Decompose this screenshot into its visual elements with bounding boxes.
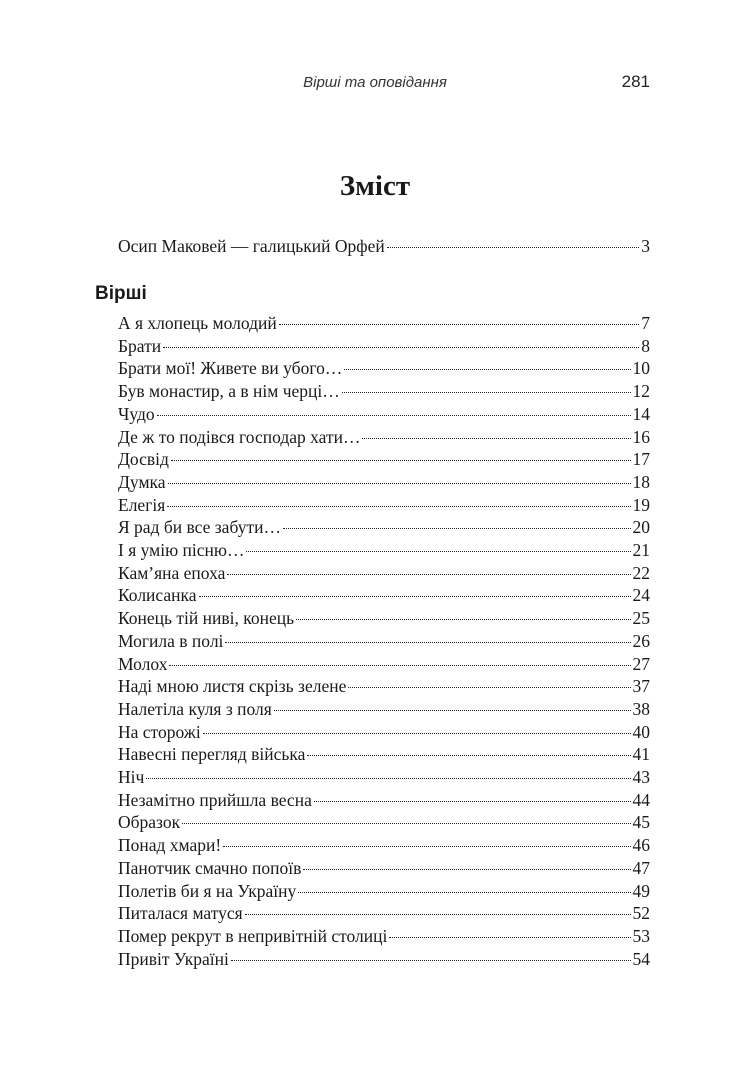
toc-entry[interactable]	[118, 494, 650, 517]
toc-entry-title: Молох	[118, 653, 168, 674]
toc-entry-page: 47	[632, 857, 650, 878]
toc-entry[interactable]	[118, 880, 650, 903]
dot-leader	[163, 347, 639, 348]
toc-entry-title: Навесні перегляд війська	[118, 744, 306, 765]
toc-entry-title: Помер рекрут в непривітній столиці	[118, 925, 388, 946]
toc-entry[interactable]	[118, 721, 650, 744]
toc-entry[interactable]	[118, 653, 650, 676]
toc-entry-title: Чудо	[118, 403, 155, 424]
toc-entry[interactable]	[118, 448, 650, 471]
toc-entry-title: Образок	[118, 812, 181, 833]
toc-entry[interactable]	[118, 857, 650, 880]
dot-leader	[314, 801, 631, 802]
toc-entry-page: 19	[632, 494, 650, 515]
toc-entry-page: 45	[632, 812, 650, 833]
toc-entry-page: 17	[632, 449, 650, 470]
toc-entry-title: Панотчик смачно попоїв	[118, 857, 302, 878]
dot-leader	[246, 551, 630, 552]
dot-leader	[279, 324, 640, 325]
dot-leader	[344, 369, 630, 370]
dot-leader	[362, 438, 630, 439]
toc-entry[interactable]	[118, 766, 650, 789]
toc-entry-page: 27	[632, 653, 650, 674]
dot-leader	[182, 823, 630, 824]
toc-entry-page: 8	[641, 335, 650, 356]
section-heading-poems: Вірші	[95, 283, 147, 304]
dot-leader	[245, 914, 631, 915]
dot-leader	[274, 710, 631, 711]
toc-entry-page: 20	[632, 517, 650, 538]
toc-entry-page: 41	[632, 744, 650, 765]
toc-entry-title: Колисанка	[118, 585, 197, 606]
toc-entry[interactable]	[118, 312, 650, 335]
toc-entry-page: 43	[632, 767, 650, 787]
running-head	[0, 72, 750, 98]
toc-entry-title: А я хлопець молодий	[118, 313, 277, 333]
toc-entry-title: Кам’яна епоха	[118, 562, 226, 583]
dot-leader	[296, 619, 630, 620]
toc-entry-page: 16	[632, 426, 650, 447]
toc-entry-intro[interactable]	[118, 235, 650, 258]
toc-entry[interactable]	[118, 357, 650, 380]
toc-entry-page: 53	[632, 925, 650, 946]
toc-entry-title: І я умію пісню…	[118, 540, 245, 560]
dot-leader	[168, 483, 631, 484]
toc-entry[interactable]	[118, 948, 650, 971]
toc-entry-page: 52	[632, 903, 650, 924]
toc-entry[interactable]	[118, 562, 650, 585]
toc-entry-title: Елегія	[118, 494, 166, 515]
toc-entry-page: 24	[632, 585, 650, 606]
toc-entry-title: На сторожі	[118, 721, 201, 742]
toc-entry[interactable]	[118, 630, 650, 653]
toc-entry-title: Налетіла куля з поля	[118, 698, 272, 719]
toc-entry[interactable]	[118, 335, 650, 358]
dot-leader	[225, 642, 630, 643]
toc-entry-page: 12	[632, 381, 650, 402]
toc-entry-page: 46	[632, 835, 650, 856]
toc-entry-title: Досвід	[118, 449, 169, 470]
toc-title: Зміст	[339, 170, 411, 202]
dot-leader	[199, 596, 631, 597]
dot-leader	[303, 869, 630, 870]
dot-leader	[283, 528, 631, 529]
toc-entry-title: Осип Маковей — галицький Орфей	[118, 236, 385, 256]
toc-entry-page: 44	[632, 789, 650, 810]
running-title: Вірші та оповідання	[303, 74, 447, 91]
toc-entry[interactable]	[118, 380, 650, 403]
toc-entry-title: Конець тій ниві, конець	[118, 608, 295, 629]
toc-entry-title: Питалася матуся	[118, 903, 243, 924]
toc-entry[interactable]	[118, 426, 650, 449]
page-number: 281	[621, 72, 650, 91]
toc-entry-page: 25	[632, 608, 650, 629]
toc-entry[interactable]	[118, 471, 650, 494]
toc-entry-page: 10	[632, 358, 650, 379]
toc-entry-title: Незамітно прийшла весна	[118, 789, 312, 810]
toc-entry[interactable]	[118, 834, 650, 857]
dot-leader	[223, 846, 630, 847]
dot-leader	[389, 937, 630, 938]
toc-entry-page: 18	[632, 471, 650, 492]
dot-leader	[231, 960, 631, 961]
toc-entry-page: 40	[632, 721, 650, 742]
toc-entry-title: Ніч	[118, 767, 145, 787]
toc-entry-page: 14	[632, 403, 650, 424]
toc-entry-page: 37	[632, 676, 650, 697]
toc-entry-title: Брати мої! Живете ви убого…	[118, 358, 343, 379]
dot-leader	[227, 574, 630, 575]
toc-entry[interactable]	[118, 743, 650, 766]
dot-leader	[146, 778, 630, 779]
toc-entry[interactable]	[118, 607, 650, 630]
toc-entry-title: Могила в полі	[118, 630, 224, 651]
toc-entry-title: Думка	[118, 471, 166, 492]
toc-entry-title: Я рад би все забути…	[118, 517, 281, 538]
dot-leader	[171, 460, 631, 461]
toc-entry[interactable]	[118, 902, 650, 925]
toc-entry-title: Наді мною листя скрізь зелене	[118, 676, 347, 697]
dot-leader	[157, 415, 631, 416]
toc-entry-page: 7	[641, 313, 650, 333]
toc-entry-title: Понад хмари!	[118, 835, 222, 856]
toc-entry[interactable]	[118, 403, 650, 426]
toc-entry[interactable]	[118, 698, 650, 721]
dot-leader	[203, 733, 631, 734]
toc-entry-page: 38	[632, 698, 650, 719]
toc-entry-title: Полетів би я на Україну	[118, 880, 297, 901]
dot-leader	[387, 247, 639, 248]
dot-leader	[348, 687, 630, 688]
dot-leader	[298, 892, 630, 893]
toc-entry-page: 21	[632, 540, 650, 560]
dot-leader	[342, 392, 631, 393]
toc-entry[interactable]	[118, 675, 650, 698]
toc-entry-page: 54	[632, 948, 650, 969]
toc-entry[interactable]	[118, 811, 650, 834]
toc-entry-title: Був монастир, а в нім черці…	[118, 381, 340, 402]
toc-entry-title: Де ж то подівся господар хати…	[118, 426, 361, 447]
toc-entry-page: 3	[641, 236, 650, 256]
toc-entry[interactable]	[118, 516, 650, 539]
toc-entry-title: Брати	[118, 335, 162, 356]
dot-leader	[167, 506, 630, 507]
toc-entry[interactable]	[118, 539, 650, 562]
toc-entry[interactable]	[118, 925, 650, 948]
toc-entry-page: 22	[632, 562, 650, 583]
toc-entry-title: Привіт Україні	[118, 948, 229, 969]
toc-entry-page: 26	[632, 630, 650, 651]
dot-leader	[307, 755, 630, 756]
toc-entry-page: 49	[632, 880, 650, 901]
toc-entry[interactable]	[118, 584, 650, 607]
dot-leader	[169, 665, 630, 666]
toc-entry[interactable]	[118, 789, 650, 812]
